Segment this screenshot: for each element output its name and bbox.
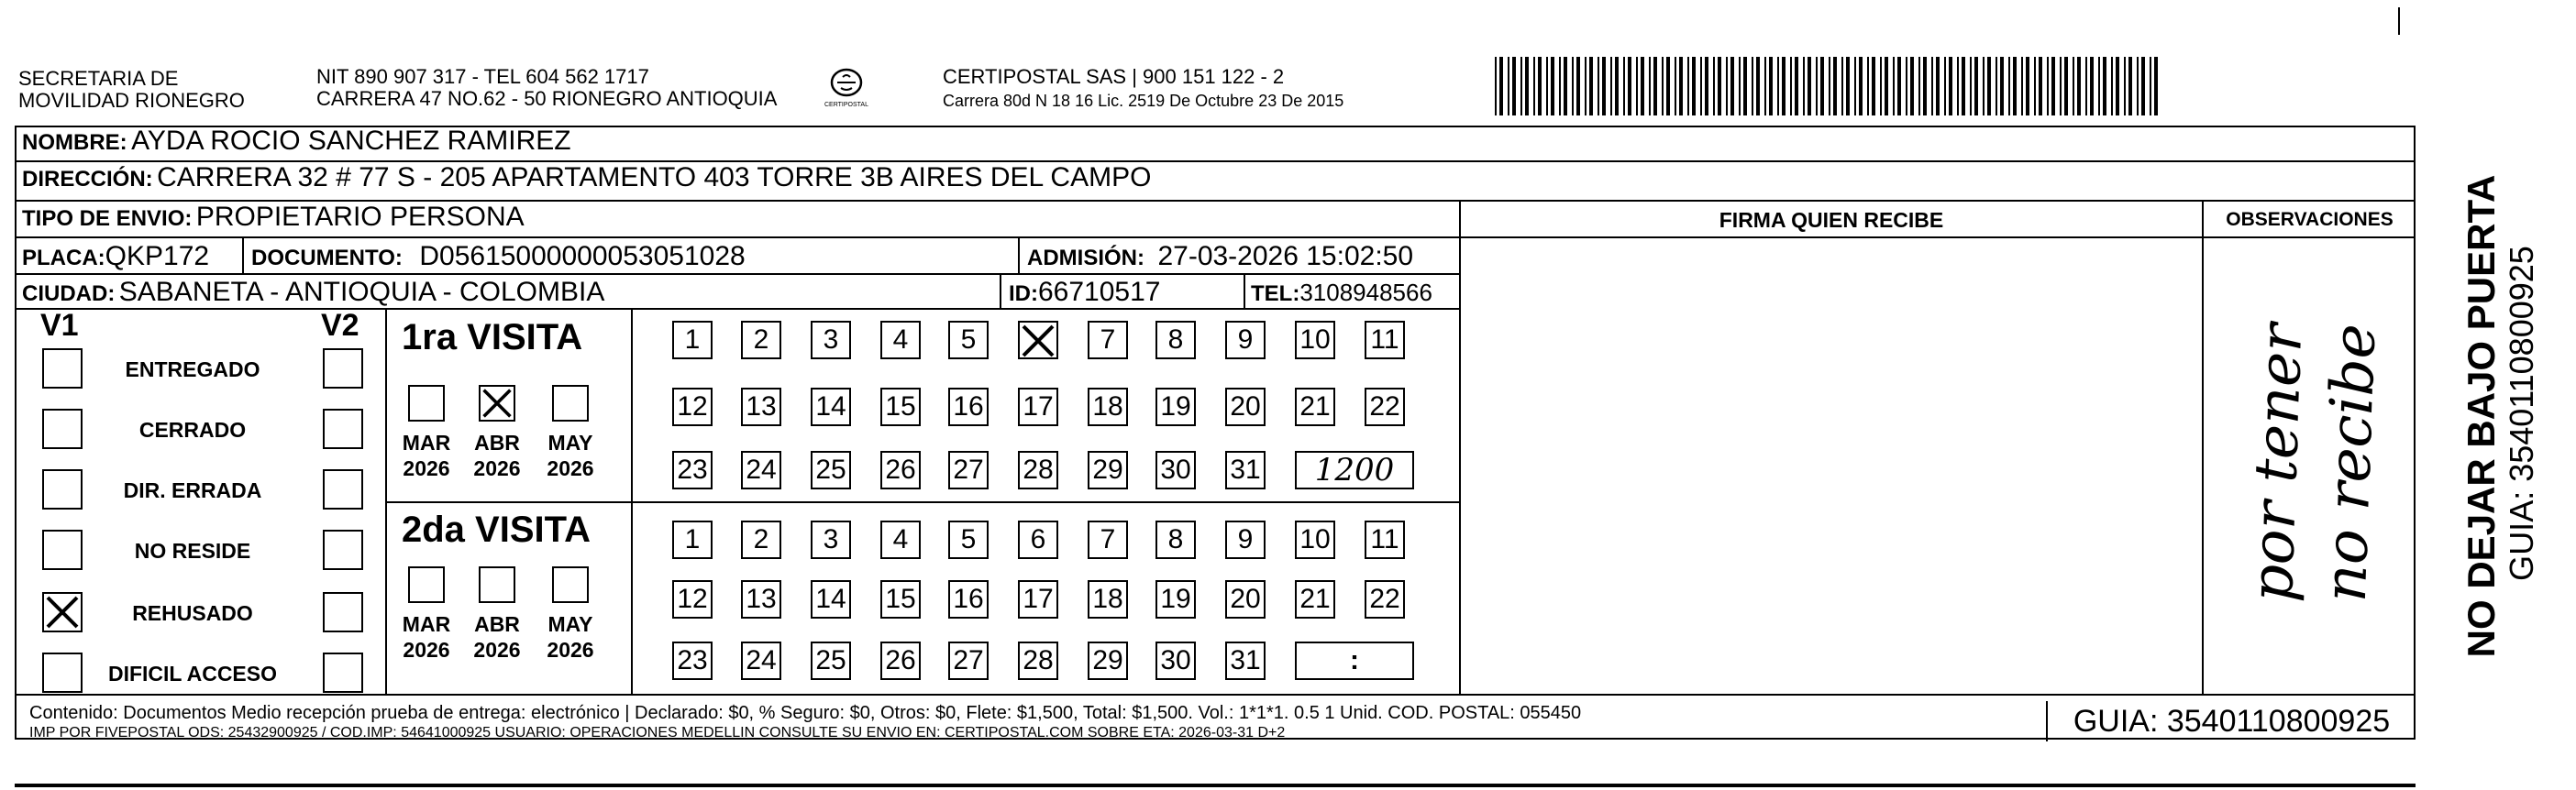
barcode-bar (1538, 57, 1542, 115)
status-label: CERRADO (138, 418, 247, 442)
tipo-value: PROPIETARIO PERSONA (195, 202, 525, 232)
barcode-bar (2077, 57, 2081, 115)
barcode-bar (2047, 57, 2049, 115)
barcode-bar (1752, 57, 1753, 115)
barcode-bar (1610, 57, 1612, 115)
visit2-title: 2da VISITA (402, 510, 591, 550)
barcode-bar (2073, 57, 2074, 115)
month-checkbox[interactable] (479, 566, 515, 603)
barcode-bar (1833, 57, 1837, 115)
barcode-bar (1859, 57, 1863, 115)
barcode-bar (1790, 57, 1792, 115)
month-checkbox[interactable] (552, 566, 589, 603)
day-box[interactable]: 2 (741, 321, 781, 359)
day-box[interactable]: 12 (672, 580, 713, 619)
status-label: DIR. ERRADA (123, 478, 262, 502)
barcode-bar (1739, 57, 1741, 115)
day-box[interactable]: 10 (1295, 521, 1335, 559)
day-box[interactable]: 23 (672, 451, 713, 489)
firma-header: FIRMA QUIEN RECIBE (1459, 202, 2202, 238)
barcode-bar (1756, 57, 1760, 115)
day-box[interactable]: 15 (880, 388, 921, 426)
barcode-bar (1559, 57, 1561, 115)
month-label: MAR (402, 612, 451, 636)
nit-line-2: CARRERA 47 NO.62 - 50 RIONEGRO ANTIOQUIA (316, 87, 778, 110)
cert-line-2: Carrera 80d N 18 16 Lic. 2519 De Octubre 23 De 2015 (943, 92, 1344, 110)
day-box[interactable]: 6 (1018, 521, 1058, 559)
month-year: 2026 (403, 456, 450, 480)
side-text (2421, 156, 2568, 669)
barcode-bar (1970, 57, 1972, 115)
barcode-bar (1585, 57, 1587, 115)
day-box[interactable]: 17 (1018, 580, 1058, 619)
day-box[interactable]: 18 (1088, 580, 1128, 619)
barcode-bar (1795, 57, 1798, 115)
barcode-bar (1495, 57, 1497, 115)
day-box[interactable]: 20 (1225, 388, 1266, 426)
admision-value: 27-03-2026 15:02:50 (1157, 241, 1414, 271)
barcode-bar (1666, 57, 1670, 115)
day-box[interactable]: 2 (741, 521, 781, 559)
barcode-bar (2085, 57, 2087, 115)
documento-value: D05615000000053051028 (419, 241, 746, 271)
day-box[interactable]: 8 (1155, 521, 1196, 559)
day-box[interactable]: 20 (1225, 580, 1266, 619)
barcode-bar (2008, 57, 2010, 115)
day-box[interactable]: 11 (1365, 521, 1405, 559)
barcode-bar (1641, 57, 1644, 115)
day-box[interactable]: 7 (1088, 321, 1128, 359)
barcode-bar (2137, 57, 2139, 115)
time-box[interactable]: 1200 (1295, 451, 1414, 489)
day-box[interactable]: 31 (1225, 451, 1266, 489)
visit1-title: 1ra VISITA (402, 317, 583, 357)
day-box[interactable]: 29 (1088, 451, 1128, 489)
day-box[interactable]: 5 (948, 521, 989, 559)
barcode-bar (2150, 57, 2151, 115)
barcode-bar (2154, 57, 2158, 115)
barcode-bar (1841, 57, 1843, 115)
barcode-bar (2021, 57, 2023, 115)
day-box[interactable]: 18 (1088, 388, 1128, 426)
barcode-bar (2098, 57, 2100, 115)
status-v1-checkbox[interactable] (42, 409, 83, 449)
day-box[interactable]: 5 (948, 321, 989, 359)
month-label: MAY (547, 612, 593, 636)
barcode-bar (1546, 57, 1548, 115)
org-name (18, 68, 245, 112)
month-year: 2026 (547, 456, 594, 480)
barcode-bar (1893, 57, 1895, 115)
id-value: 66710517 (1038, 277, 1161, 307)
barcode-bar (1854, 57, 1856, 115)
id-label: ID: (1009, 281, 1038, 306)
barcode-bar (1713, 57, 1715, 115)
barcode-bar (2060, 57, 2062, 115)
status-v2-checkbox[interactable] (323, 469, 363, 510)
month-label: MAR (402, 431, 451, 455)
barcode-bar (2124, 57, 2126, 115)
barcode-bar (1983, 57, 1985, 115)
day-box[interactable]: 17 (1018, 388, 1058, 426)
documento-label: DOCUMENTO: (251, 246, 403, 270)
barcode-bar (2111, 57, 2113, 115)
day-box[interactable]: 27 (948, 451, 989, 489)
barcode-bar (1499, 57, 1503, 115)
barcode-bar (1576, 57, 1580, 115)
status-v2-checkbox[interactable] (323, 653, 363, 693)
month-year: 2026 (403, 638, 450, 662)
day-box[interactable]: 13 (741, 580, 781, 619)
barcode-bar (1653, 57, 1657, 115)
nombre-value: AYDA ROCIO SANCHEZ RAMIREZ (131, 126, 571, 156)
barcode-bar (1687, 57, 1689, 115)
v1-label: V1 (40, 308, 79, 343)
certipostal-logo (819, 64, 874, 110)
day-box[interactable]: 22 (1365, 388, 1405, 426)
barcode-bar (1718, 57, 1721, 115)
barcode-bar (1662, 57, 1664, 115)
barcode-bar (2026, 57, 2029, 115)
status-label: DIFICIL ACCESO (107, 662, 277, 686)
nit-block (316, 66, 777, 110)
status-label: ENTREGADO (125, 357, 260, 381)
day-box[interactable]: 16 (948, 388, 989, 426)
barcode-bar (1508, 57, 1509, 115)
month-checkbox[interactable] (408, 566, 445, 603)
day-box[interactable]: 29 (1088, 642, 1128, 680)
day-box[interactable]: 12 (672, 388, 713, 426)
day-box[interactable]: 30 (1155, 642, 1196, 680)
day-box[interactable]: 16 (948, 580, 989, 619)
barcode-bar (1885, 57, 1888, 115)
barcode-bar (2090, 57, 2094, 115)
barcode-bar (1589, 57, 1593, 115)
status-label: REHUSADO (132, 601, 253, 625)
day-box[interactable]: 26 (880, 642, 921, 680)
barcode-bar (1525, 57, 1529, 115)
day-box[interactable]: 9 (1225, 321, 1266, 359)
day-box[interactable]: 14 (811, 388, 851, 426)
status-v2-checkbox[interactable] (323, 530, 363, 570)
barcode-bar (1987, 57, 1991, 115)
row-placa (15, 238, 1459, 275)
bottom-rule (15, 784, 2416, 787)
day-box[interactable]: 4 (880, 521, 921, 559)
day-box[interactable]: 25 (811, 642, 851, 680)
status-v1-checkbox[interactable] (42, 348, 83, 389)
status-v2-checkbox[interactable] (323, 348, 363, 389)
barcode-bar (1598, 57, 1599, 115)
barcode-bar (2034, 57, 2036, 115)
barcode-bar (2039, 57, 2042, 115)
day-box[interactable]: 31 (1225, 642, 1266, 680)
barcode-bar (1572, 57, 1574, 115)
barcode-bar (1679, 57, 1683, 115)
admision-label: ADMISIÓN: (1027, 246, 1144, 270)
day-box[interactable]: 21 (1295, 580, 1335, 619)
month-year: 2026 (473, 638, 521, 662)
day-box[interactable]: 22 (1365, 580, 1405, 619)
tel-label: TEL: (1251, 281, 1300, 306)
barcode-bar (2051, 57, 2055, 115)
barcode-bar (1520, 57, 1522, 115)
day-box[interactable]: 23 (672, 642, 713, 680)
barcode-bar (1769, 57, 1773, 115)
day-box[interactable]: 24 (741, 451, 781, 489)
side-line-2: GUIA: 3540110800925 (2503, 246, 2540, 581)
barcode-bar (1872, 57, 1875, 115)
barcode-bar (1803, 57, 1805, 115)
observaciones-handwriting-2: no recibe (2311, 323, 2390, 604)
status-v1-checkbox[interactable] (42, 592, 83, 632)
month-year: 2026 (473, 456, 521, 480)
barcode-bar (1675, 57, 1676, 115)
barcode-bar (1974, 57, 1978, 115)
day-box[interactable] (1018, 321, 1058, 359)
month-checkbox[interactable] (479, 385, 515, 422)
day-box[interactable]: 10 (1295, 321, 1335, 359)
barcode-bar (1846, 57, 1850, 115)
day-box[interactable]: 21 (1295, 388, 1335, 426)
placa-value: QKP172 (105, 241, 210, 271)
day-box[interactable]: 30 (1155, 451, 1196, 489)
status-v2-checkbox[interactable] (323, 592, 363, 632)
day-box[interactable]: 1 (672, 321, 713, 359)
barcode-bar (2103, 57, 2106, 115)
observaciones-header: OBSERVACIONES (2202, 202, 2416, 238)
barcode-bar (1949, 57, 1952, 115)
status-v1-checkbox[interactable] (42, 653, 83, 693)
day-box[interactable]: 1 (672, 521, 713, 559)
corner-mark (2398, 7, 2400, 35)
day-box[interactable]: 9 (1225, 521, 1266, 559)
day-box[interactable]: 19 (1155, 388, 1196, 426)
day-box[interactable]: 3 (811, 521, 851, 559)
barcode-bar (1743, 57, 1747, 115)
ciudad-label: CIUDAD: (22, 281, 116, 306)
barcode-bar (1764, 57, 1766, 115)
day-box[interactable]: 14 (811, 580, 851, 619)
day-box[interactable]: 11 (1365, 321, 1405, 359)
visit-divider (387, 501, 1459, 503)
barcode-bar (1782, 57, 1786, 115)
tel-value: 3108948566 (1299, 279, 1432, 306)
certipostal-block (943, 66, 1343, 112)
footer-line-2: IMP POR FIVEPOSTAL ODS: 25432900925 / COD.IMP: 54641000925 USUARIO: OPERACIONES MEDELLIN CONSULTE SU ENVIO EN: CERTIPOSTAL.COM SOBRE ETA: 2026-03-31 D+2 (29, 725, 1286, 741)
ciudad-value: SABANETA - ANTIOQUIA - COLOMBIA (118, 277, 605, 307)
day-box[interactable]: 27 (948, 642, 989, 680)
barcode-bar (1649, 57, 1651, 115)
barcode-bar (1918, 57, 1920, 115)
tipo-label: TIPO DE ENVIO: (22, 206, 193, 231)
barcode-bar (1829, 57, 1830, 115)
barcode-bar (1628, 57, 1631, 115)
status-v2-checkbox[interactable] (323, 409, 363, 449)
barcode-bar (1906, 57, 1907, 115)
barcode-bar (1636, 57, 1638, 115)
barcode-bar (1602, 57, 1606, 115)
day-box[interactable]: 4 (880, 321, 921, 359)
status-v1-checkbox[interactable] (42, 530, 83, 570)
barcode-bar (1931, 57, 1933, 115)
v2-label: V2 (321, 308, 359, 343)
row-tipo (15, 202, 1459, 238)
barcode-bar (1957, 57, 1959, 115)
day-box[interactable]: 28 (1018, 451, 1058, 489)
barcode-bar (1623, 57, 1625, 115)
barcode-bar (2141, 57, 2145, 115)
org-line-1: SECRETARIA DE (18, 67, 179, 90)
month-label: ABR (474, 612, 520, 636)
barcode-bar (1923, 57, 1927, 115)
day-box[interactable]: 15 (880, 580, 921, 619)
barcode-bar (1897, 57, 1901, 115)
barcode-bar (1910, 57, 1914, 115)
footer-line-1: Contenido: Documentos Medio recepción prueba de entrega: electrónico | Declarado: $0, % Seguro: $0, Otros: $0, Flete: $1,500, Total: $1,500. Vol.: 1*1*1. 0.5 1 Unid. COD. POSTAL: 055450 (29, 703, 1582, 723)
barcode-bar (1533, 57, 1535, 115)
day-box[interactable]: 28 (1018, 642, 1058, 680)
month-year: 2026 (547, 638, 594, 662)
footer-guia-box (2046, 701, 2416, 741)
month-checkbox[interactable] (408, 385, 445, 422)
nombre-label: NOMBRE: (22, 130, 127, 155)
day-box[interactable]: 3 (811, 321, 851, 359)
row-direccion (15, 162, 2416, 202)
firma-area[interactable] (1459, 238, 2202, 694)
month-label: ABR (474, 431, 520, 455)
day-box[interactable]: 7 (1088, 521, 1128, 559)
barcode (1495, 57, 2164, 115)
row-ciudad (15, 275, 1459, 310)
barcode-bar (2116, 57, 2119, 115)
placa-label: PLACA: (22, 246, 105, 270)
barcode-bar (1944, 57, 1946, 115)
nit-line-1: NIT 890 907 317 - TEL 604 562 1717 (316, 65, 649, 88)
barcode-bar (1692, 57, 1696, 115)
barcode-bar (1551, 57, 1554, 115)
barcode-bar (2000, 57, 2004, 115)
barcode-bar (1880, 57, 1882, 115)
time-box[interactable]: : (1295, 642, 1414, 680)
barcode-bar (2128, 57, 2132, 115)
day-box[interactable]: 13 (741, 388, 781, 426)
org-line-2: MOVILIDAD RIONEGRO (18, 89, 245, 112)
direccion-value: CARRERA 32 # 77 S - 205 APARTAMENTO 403 TORRE 3B AIRES DEL CAMPO (157, 162, 1152, 192)
row-nombre (15, 126, 2416, 162)
side-line-1: NO DEJAR BAJO PUERTA (2460, 174, 2503, 658)
observaciones-area[interactable] (2202, 238, 2416, 694)
barcode-bar (1867, 57, 1869, 115)
barcode-bar (1820, 57, 1824, 115)
direccion-label: DIRECCIÓN: (22, 167, 153, 192)
observaciones-handwriting-1: por tener (2238, 323, 2316, 604)
barcode-bar (1808, 57, 1811, 115)
barcode-bar (1816, 57, 1818, 115)
day-box[interactable]: 26 (880, 451, 921, 489)
footer-guia: GUIA: 3540110800925 (2073, 704, 2391, 739)
logo-text: CERTIPOSTAL (824, 102, 868, 108)
barcode-bar (1564, 57, 1567, 115)
barcode-bar (1996, 57, 1997, 115)
day-box[interactable]: 24 (741, 642, 781, 680)
day-box[interactable]: 25 (811, 451, 851, 489)
status-label: NO RESIDE (134, 539, 251, 563)
status-v1-checkbox[interactable] (42, 469, 83, 510)
footer (15, 694, 2416, 740)
barcode-bar (1962, 57, 1965, 115)
barcode-bar (1512, 57, 1516, 115)
barcode-bar (1730, 57, 1734, 115)
cert-line-1: CERTIPOSTAL SAS | 900 151 122 - 2 (943, 65, 1285, 88)
barcode-bar (1936, 57, 1940, 115)
day-box[interactable]: 8 (1155, 321, 1196, 359)
barcode-bar (2013, 57, 2017, 115)
barcode-bar (1705, 57, 1708, 115)
month-checkbox[interactable] (552, 385, 589, 422)
barcode-bar (1777, 57, 1779, 115)
barcode-bar (1700, 57, 1702, 115)
barcode-bar (1726, 57, 1728, 115)
barcode-bar (2064, 57, 2068, 115)
barcode-bar (1615, 57, 1619, 115)
day-box[interactable]: 19 (1155, 580, 1196, 619)
month-label: MAY (547, 431, 593, 455)
